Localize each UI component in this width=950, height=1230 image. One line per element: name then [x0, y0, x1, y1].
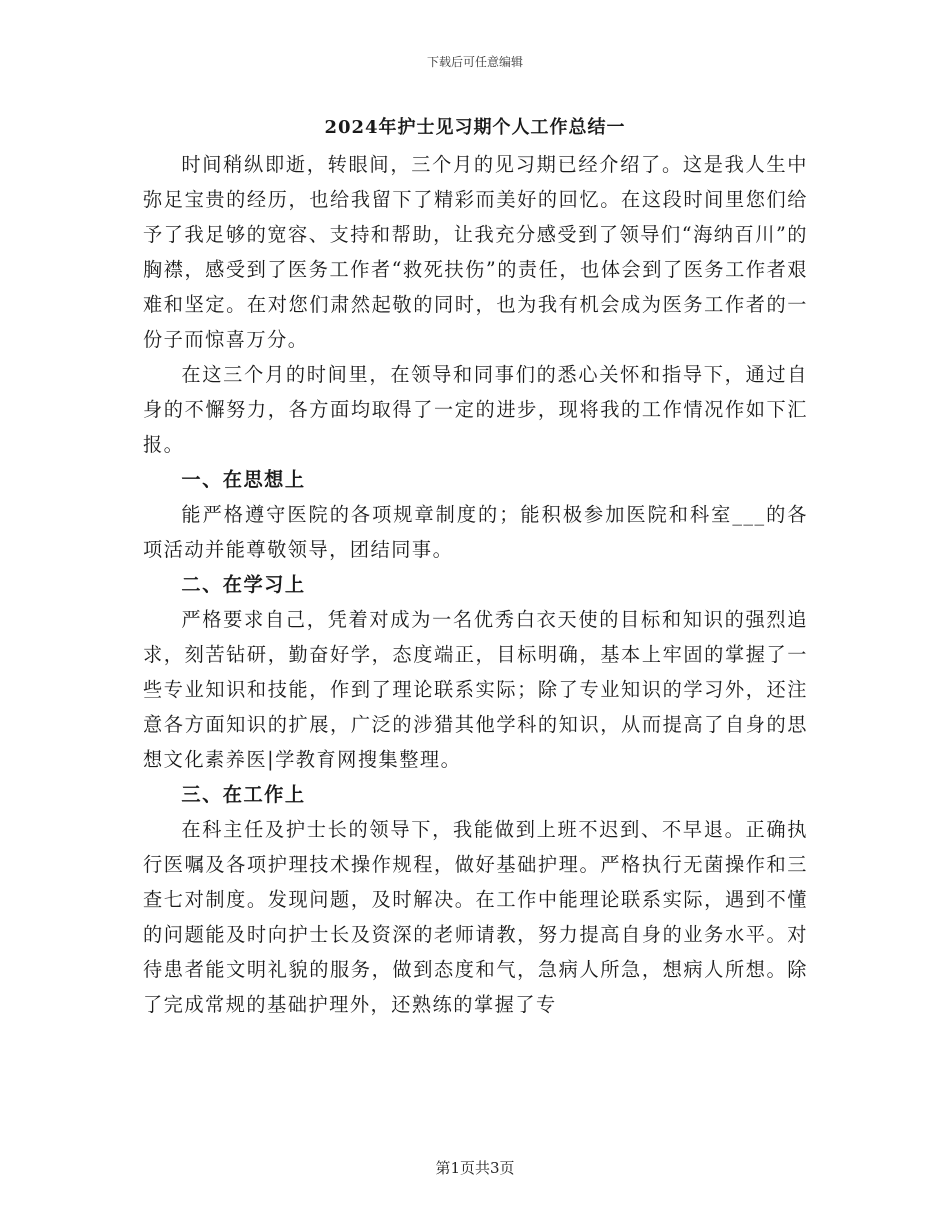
document-body	[143, 147, 808, 1022]
paragraph-thought: 能严格遵守医院的各项规章制度的；能积极参加医院和科室___的各项活动并能尊敬领导，团结同事。	[143, 503, 808, 561]
paragraph-work: 在科主任及护士长的领导下，我能做到上班不迟到、不早退。正确执行医嘱及各项护理技术操作规程，做好基础护理。严格执行无菌操作和三查七对制度。发现问题，及时解决。在工作中能理论联系实际，遇到不懂的问题能及时向护士长及资深的老师请教，努力提高自身的业务水平。对待患者能文明礼貌的服务，做到态度和气，急病人所急，想病人所想。除了完成常规的基础护理外，还熟练的掌握了专	[143, 818, 808, 1016]
paragraph-overview: 在这三个月的时间里，在领导和同事们的悉心关怀和指导下，通过自身的不懈努力，各方面均取得了一定的进步，现将我的工作情况作如下汇报。	[143, 363, 808, 456]
section-heading-work: 三、在工作上	[181, 783, 306, 806]
page-footer: 第1页共3页	[435, 1159, 515, 1177]
paragraph-study: 严格要求自己，凭着对成为一名优秀白衣天使的目标和知识的强烈追求，刻苦钻研，勤奋好学，态度端正，目标明确，基本上牢固的掌握了一些专业知识和技能，作到了理论联系实际；除了专业知识的学习外，还注意各方面知识的扩展，广泛的涉猎其他学科的知识，从而提高了自身的思想文化素养医|学教育网搜集整理。	[143, 608, 808, 771]
section-heading-thought: 一、在思想上	[181, 468, 306, 491]
header-note: 下载后可任意编辑	[426, 55, 523, 69]
section-heading-study: 二、在学习上	[181, 573, 306, 596]
paragraph-intro: 时间稍纵即逝，转眼间，三个月的见习期已经介绍了。这是我人生中弥足宝贵的经历，也给我留下了精彩而美好的回忆。在这段时间里您们给予了我足够的宽容、支持和帮助，让我充分感受到了领导们“海纳百川”的胸襟，感受到了医务工作者“救死扶伤”的责任，也体会到了医务工作者艰难和坚定。在对您们肃然起敬的同时，也为我有机会成为医务工作者的一份子而惊喜万分。	[143, 153, 808, 351]
document-title: 2024年护士见习期个人工作总结一	[324, 117, 626, 138]
